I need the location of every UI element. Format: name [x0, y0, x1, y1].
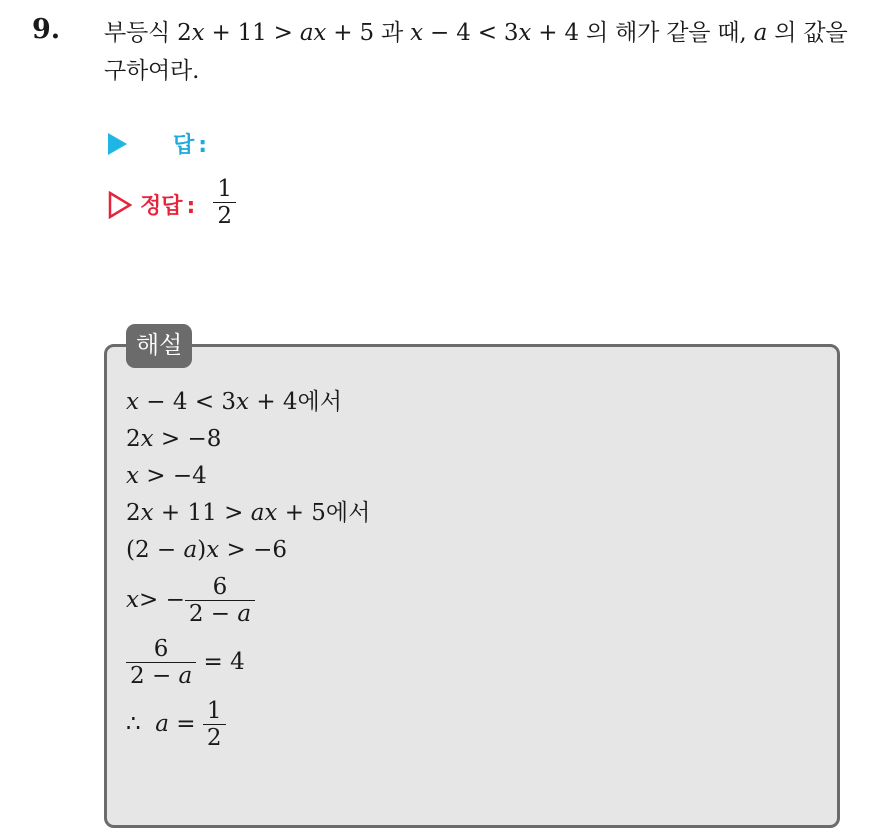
- solution-line: x > −4: [126, 463, 207, 489]
- answer-row: [108, 128, 207, 159]
- question-line-2: 구하여라.: [104, 58, 200, 84]
- correct-answer-label: 정답 :: [140, 194, 196, 219]
- outline-triangle-icon: [108, 191, 132, 219]
- solution-line: (2 − a)x > −6: [126, 537, 287, 563]
- correct-answer-value: $\frac{1}{2}$: [213, 176, 236, 229]
- fraction: $\frac{6}{2 - a}$: [185, 574, 255, 627]
- solution-line: 2x + 11 > ax + 5에서: [126, 500, 371, 526]
- solution-line: x > − $\frac{6}{2 - a}$: [126, 569, 370, 631]
- solution-line: $\frac{6}{2 - a}$ = 4: [126, 631, 370, 693]
- answer-label: 답 :: [173, 133, 208, 158]
- solution-line: 2x > −8: [126, 426, 222, 452]
- correct-answer-row: [108, 176, 236, 229]
- solution-line: x − 4 < 3x + 4에서: [126, 389, 342, 415]
- play-triangle-icon: [108, 133, 127, 155]
- solution-body: [126, 384, 370, 755]
- fraction: $\frac{6}{2 - a}$: [126, 636, 196, 689]
- question-number: 9.: [32, 14, 61, 45]
- question-text: [104, 14, 874, 90]
- solution-tag: 해설: [126, 324, 192, 368]
- solution-line: ∴ a = $\frac{1}{2}$: [126, 693, 370, 755]
- question-line-1: 부등식 2x + 11 > ax + 5 과 x − 4 < 3x + 4 의 해가 같을 때, a 의 값을: [104, 20, 848, 46]
- fraction: $\frac{1}{2}$: [203, 698, 226, 751]
